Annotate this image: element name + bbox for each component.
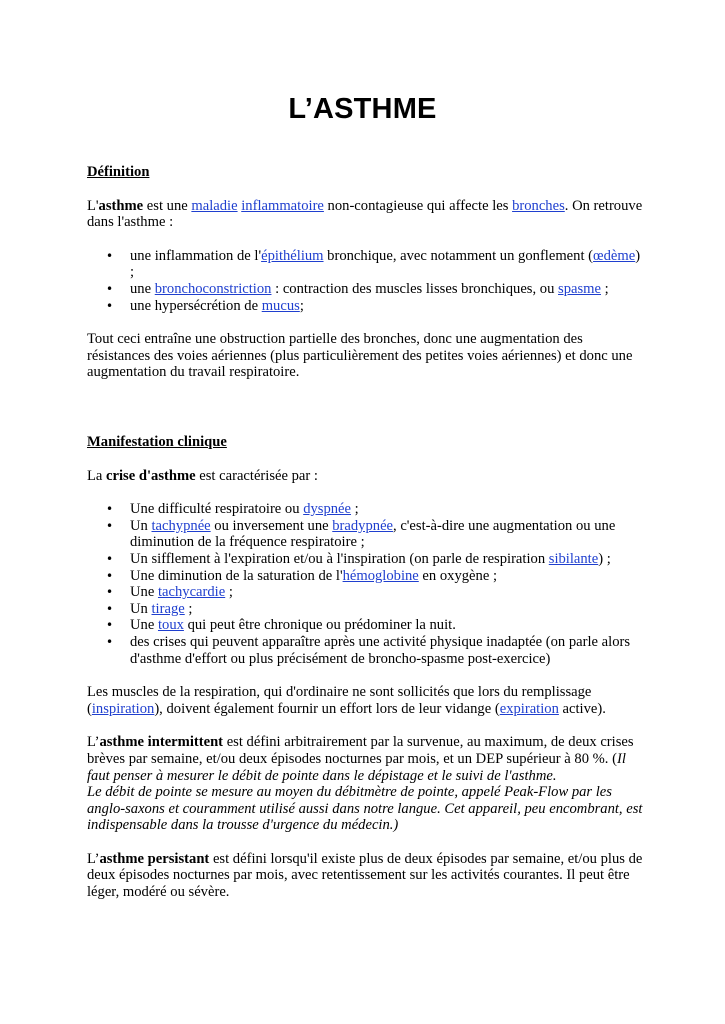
intermittent-paragraph: L’asthme intermittent est défini arbitrairement par la survenue, au maximum, de deux crises brèves par semaine, et/ou deux épisodes nocturnes par mois, et un DEP supérieur à 80 %. (Il faut penser à mesurer le débit de pointe dans le dépistage et le suivi de l'asthme. Le débit de pointe se mesure au moyen du débitmètre de pointe, appelé Peak-Flow par les anglo-saxons et couramment utilisé aussi dans notre langue. Cet appareil, peu encombrant, est indispensable dans la trousse d'urgence du médecin.) [87,734,643,834]
term-asthme-intermittent: asthme intermittent [99,734,224,751]
definition-section [87,164,643,381]
link-bronchoconstriction[interactable]: bronchoconstriction [154,280,272,297]
list-item: • Une toux qui peut être chronique ou prédominer la nuit. [87,617,643,634]
persistant-paragraph: L’asthme persistant est défini lorsqu'il existe plus de deux épisodes par semaine, et/ou plus de deux épisodes nocturnes par mois, avec retentissement sur les activités courantes. Il peut être léger, modéré ou sévère. [87,850,643,901]
symptom-list [87,501,643,667]
definition-heading: Définition [87,164,150,180]
list-item: • Une tachycardie ; [87,584,643,601]
link-inspiration[interactable]: inspiration [91,700,155,717]
manifestation-heading: Manifestation clinique [87,434,227,450]
muscles-paragraph: Les muscles de la respiration, qui d'ordinaire ne sont sollicités que lors du remplissage (inspiration), doivent également fournir un effort lors de leur vidange (expiration active). [87,684,606,717]
list-item: • Une diminution de la saturation de l'hémoglobine en oxygène ; [87,568,643,585]
link-inflammatoire[interactable]: inflammatoire [241,197,324,214]
note-peak-flow: Le débit de pointe se mesure au moyen du débitmètre de pointe, appelé Peak-Flow par les anglo-saxons et couramment utilisé aussi dans notre langue. Cet appareil, peu encombrant, est indispensable dans la trousse d'urgence du médecin.) [87,784,643,834]
link-tachypnee[interactable]: tachypnée [151,517,211,534]
note-debit-pointe: Il faut penser à mesurer le débit de pointe dans le dépistage et le suivi de l'asthme. [87,750,626,784]
definition-conclusion: Tout ceci entraîne une obstruction partielle des bronches, donc une augmentation des résistances des voies aériennes (plus particulièrement des petites voies aériennes) et donc une augmentation du travail respiratoire. [87,331,633,381]
list-item: • une bronchoconstriction : contraction des muscles lisses bronchiques, ou spasme ; [87,281,643,298]
link-tirage[interactable]: tirage [151,600,185,617]
link-spasme[interactable]: spasme [558,280,601,297]
text: L' [87,197,99,214]
link-sibilante[interactable]: sibilante [548,550,599,567]
link-tachycardie[interactable]: tachycardie [157,584,226,601]
term-asthme: asthme [98,197,144,214]
text: non-contagieuse qui affecte les [323,197,513,214]
link-bradypnee[interactable]: bradypnée [332,517,394,534]
term-crise: crise d'asthme [106,467,196,484]
definition-intro [87,198,643,231]
link-epithelium[interactable]: épithélium [261,247,324,264]
list-item: • Un tirage ; [87,601,643,618]
list-item: • Une difficulté respiratoire ou dyspnée ; [87,501,643,518]
definition-list [87,248,643,314]
link-bronches[interactable]: bronches [512,197,565,214]
term-asthme-persistant: asthme persistant [99,850,210,867]
list-item: • Un tachypnée ou inversement une bradypnée, c'est-à-dire une augmentation ou une diminution de la fréquence respiratoire ; [87,518,643,551]
manifestation-intro: La crise d'asthme est caractérisée par : [87,467,318,484]
list-item: • Un sifflement à l'expiration et/ou à l'inspiration (on parle de respiration sibilante) ; [87,551,643,568]
list-item: • une inflammation de l'épithélium bronchique, avec notamment un gonflement (œdème) ; [87,248,643,281]
link-hemoglobine[interactable]: hémoglobine [342,567,419,584]
text: est une [143,197,192,214]
link-mucus[interactable]: mucus [261,297,300,314]
link-toux[interactable]: toux [157,617,184,634]
link-expiration[interactable]: expiration [499,700,559,717]
text: . On retrouve dans l'asthme : [87,197,643,231]
list-item: • une hypersécrétion de mucus; [87,298,643,315]
list-item: • des crises qui peuvent apparaître après une activité physique inadaptée (on parle alors d'asthme d'effort ou plus précisément de broncho-spasme post-exercice) [87,634,643,667]
link-maladie[interactable]: maladie [191,197,238,214]
link-dyspnee[interactable]: dyspnée [303,501,352,518]
manifestation-section [87,434,643,901]
link-oedeme[interactable]: œdème [593,247,636,264]
page-title: L’ASTHME [288,93,437,125]
